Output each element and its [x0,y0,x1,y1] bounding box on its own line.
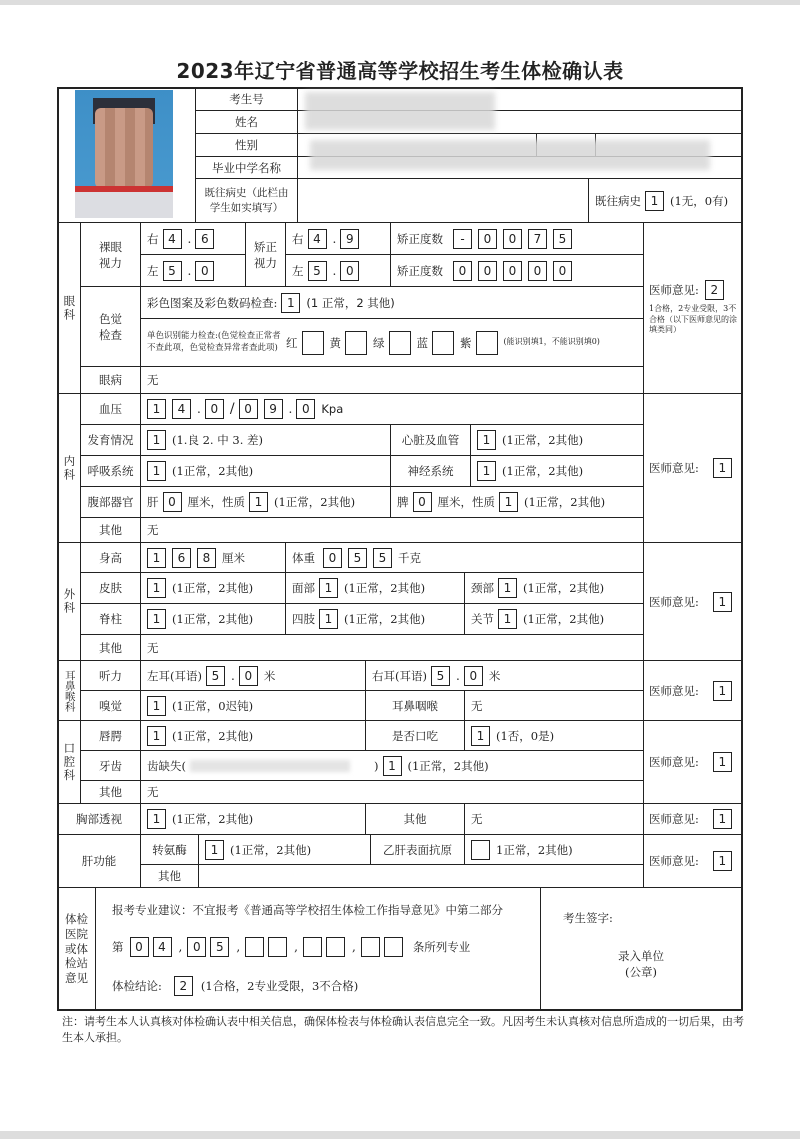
bp-unit: Kpa [321,402,344,416]
smell-box[interactable]: 1 [147,696,166,716]
color-pattern-box[interactable]: 1 [281,293,300,313]
suffix-label: 条所列专业 [412,939,471,954]
color-box[interactable] [389,331,411,355]
hbsag-box[interactable] [471,840,490,860]
corr-left [285,254,391,287]
footnote: 注：请考生本人认真核对体检确认表中相关信息，确保体检表与体检确认表信息完全一致。凡因考生未认真核对信息所造成的一切后果，由考生本人承担。 [62,1015,744,1044]
ent-opinion [643,660,743,721]
conclusion-hint: (1合格，2专业受限，3不合格) [200,979,359,994]
teeth-label: 牙齿 [80,750,141,781]
color-pattern-label: 彩色图案及彩色数码检查: [147,295,278,310]
di-label: 第 [112,939,124,954]
bottom-edge [0,1131,800,1139]
color-pattern-row [140,286,644,319]
chest-row [140,803,366,835]
teeth-box[interactable]: 1 [383,756,402,776]
hbsag-row [464,834,644,865]
digit-box[interactable] [245,937,264,957]
hint: (1正常，2其他) [502,433,584,447]
skin-row [140,572,286,604]
nerve-row [470,455,644,487]
oral-section-label: 口腔科 [57,720,81,804]
hint: (1正常，2其他) [524,495,606,509]
opinion-box[interactable]: 1 [713,851,732,871]
digit-box[interactable]: - [453,229,472,249]
digit-box[interactable]: 0 [130,937,149,957]
limbs-label: 四肢 [292,612,315,626]
history-hint: (1无，0有) [670,193,729,208]
bp-row [140,393,644,425]
internal-opinion [643,393,743,543]
hospital-opinion-label: 体检医院或体检站意见 [57,887,96,1011]
color-box[interactable] [432,331,454,355]
cm-nature-label: 厘米，性质 [187,495,245,509]
mono-color-row [140,318,644,367]
liver-nature-box[interactable]: 1 [249,492,268,512]
eye-section-label: 眼科 [57,222,81,394]
missing-label: 齿缺失( [147,758,186,773]
face-label: 面部 [292,581,315,595]
opinion-label: 医师意见: [649,461,699,475]
exam-no-label: 考生号 [195,87,298,111]
dev-label: 发育情况 [80,424,141,456]
digit-box[interactable]: 5 [210,937,229,957]
chest-other-value: 无 [464,803,644,835]
history-label: 既往病史（此栏由学生如实填写） [195,178,298,223]
hint: (1正常，2其他) [274,495,356,509]
throat-label: 耳鼻咽喉 [365,690,465,721]
school-label: 毕业中学名称 [195,156,298,179]
bp-label: 血压 [80,393,141,425]
chest-other-label: 其他 [365,803,465,835]
degree-left [390,254,644,287]
top-edge [0,0,800,5]
mono-hint: (能识别填1，不能识别填0) [503,337,600,347]
liver-label: 肝 [147,495,159,509]
opinion-box[interactable]: 1 [713,681,732,701]
spleen-nature-box[interactable]: 1 [499,492,518,512]
color-vision-label: 色觉检查 [80,286,141,367]
oral-other-value: 无 [140,780,644,804]
hint: (1正常，2其他) [172,728,254,743]
oral-opinion [643,720,743,804]
digit-box[interactable]: 0 [340,261,359,281]
digit-box[interactable]: 9 [340,229,359,249]
digit-box[interactable]: 6 [172,548,191,568]
internal-other-value: 无 [140,517,644,543]
height-unit: 厘米 [222,550,245,565]
suggestion-text: 报考专业建议：不宜报考《普通高等学校招生体检工作指导意见》中第二部分 [112,902,503,917]
hint: (1正常，2其他) [523,581,605,595]
opinion-box[interactable]: 1 [713,592,732,612]
hint: (1正常，2其他) [344,612,426,626]
stutter-label: 是否口吃 [365,720,465,751]
opinion-box[interactable]: 2 [705,280,724,300]
left-label: 左 [147,263,159,278]
teeth-row [140,750,644,781]
color-box[interactable] [476,331,498,355]
alt-label: 转氨酶 [140,834,199,865]
eye-opinion [643,222,743,394]
unit: 米 [488,668,501,683]
right-ear-row [365,660,644,691]
digit-box[interactable]: 9 [264,399,283,419]
digit-box[interactable]: 0 [528,261,547,281]
opinion-label: 医师意见: [649,812,699,826]
oral-other-label: 其他 [80,780,141,804]
limbs-row [285,603,465,635]
degree-label: 矫正度数 [397,263,443,278]
spleen-size-box[interactable]: 0 [413,492,432,512]
opinion-hint: 1合格，2专业受限，3不合格（以下医师意见的涂填类同） [649,303,737,335]
digit-box[interactable]: 0 [205,399,224,419]
digit-box[interactable] [268,937,287,957]
hint: (1正常，2其他) [344,581,426,595]
dev-hint: (1.良 2. 中 3. 差) [172,433,264,447]
degree-right [390,222,644,255]
surgery-other-value: 无 [140,634,644,661]
height-row [140,542,286,573]
digit-box[interactable]: 5 [206,666,225,686]
chest-opinion [643,803,743,835]
digit-box[interactable]: 5 [348,548,367,568]
face-box[interactable]: 1 [319,578,338,598]
eye-disease-value: 无 [140,366,644,394]
left-ear-row [140,660,366,691]
neck-label: 颈部 [471,581,494,595]
color-box[interactable] [345,331,367,355]
opinion-label: 医师意见: [649,594,699,609]
liver-size-box[interactable]: 0 [163,492,182,512]
color-box[interactable] [302,331,324,355]
color-purple-label: 紫 [460,335,472,350]
spine-row [140,603,286,635]
hint: (1正常，2其他) [172,464,254,478]
throat-value: 无 [464,690,644,721]
corr-right [285,222,391,255]
nerve-label: 神经系统 [390,455,471,487]
joint-row [464,603,644,635]
naked-vision-label: 裸眼视力 [80,222,141,287]
dev-box[interactable]: 1 [147,430,166,450]
dev-row [140,424,391,456]
digit-box[interactable] [326,937,345,957]
redaction-blur [190,760,350,772]
opinion-box[interactable]: 1 [713,809,732,829]
opinion-label: 医师意见: [649,282,699,297]
hint: (1正常，2其他) [172,612,254,626]
height-label: 身高 [80,542,141,573]
color-pattern-hint: (1 正常，2 其他) [306,295,395,310]
hbsag-label: 乙肝表面抗原 [370,834,465,865]
resp-row [140,455,391,487]
cm-nature-label: 厘米，性质 [437,495,495,509]
digit-box[interactable]: 0 [323,548,342,568]
digit-box[interactable]: 0 [239,399,258,419]
liver-row [140,486,391,518]
digit-box[interactable]: 1 [147,399,166,419]
abd-label: 腹部器官 [80,486,141,518]
opinion-box[interactable]: 1 [713,458,732,478]
missing-close: ) [374,758,379,773]
lip-box[interactable]: 1 [147,726,166,746]
redaction-blur [305,92,495,130]
digit-box[interactable]: 4 [163,229,182,249]
neck-box[interactable]: 1 [498,578,517,598]
digit-box[interactable]: 4 [308,229,327,249]
digit-box[interactable]: 0 [296,399,315,419]
digit-box[interactable]: 0 [503,229,522,249]
internal-other-label: 其他 [80,517,141,543]
resp-box[interactable]: 1 [147,461,166,481]
heart-label: 心脏及血管 [390,424,471,456]
internal-section-label: 内科 [57,393,81,543]
name-label: 姓名 [195,110,298,134]
corrected-vision-label: 矫正视力 [245,222,286,287]
hint: (1正常，2其他) [502,464,584,478]
digit-box[interactable]: 0 [464,666,483,686]
color-green-label: 绿 [373,335,385,350]
digit-box[interactable]: 0 [453,261,472,281]
final-content [95,887,541,1011]
hint: (1正常，0迟钝) [172,698,254,713]
hearing-label: 听力 [80,660,141,691]
lip-label: 唇腭 [80,720,141,751]
left-ear-label: 左耳(耳语) [147,668,202,683]
opinion-label: 医师意见: [649,854,699,868]
signature-area [540,887,743,1011]
alt-box[interactable]: 1 [205,840,224,860]
hint: (1正常，2其他) [172,812,254,826]
resp-label: 呼吸系统 [80,455,141,487]
color-blue-label: 蓝 [416,335,428,350]
candidate-photo [75,90,173,218]
naked-left [140,254,246,287]
right-label: 右 [292,231,304,246]
right-label: 右 [147,231,159,246]
smell-row [140,690,366,721]
surgery-opinion [643,542,743,661]
spleen-row [390,486,644,518]
liver-other-label: 其他 [140,864,199,888]
digit-box[interactable]: 0 [187,937,206,957]
hint: (1正常，2其他) [407,758,489,773]
stutter-box[interactable]: 1 [471,726,490,746]
gender-label: 性别 [195,133,298,157]
hint: 1正常，2其他) [496,842,573,857]
digit-box[interactable]: 4 [172,399,191,419]
digit-box[interactable]: 5 [163,261,182,281]
redaction-blur [310,140,710,170]
digit-box[interactable]: 0 [195,261,214,281]
naked-right [140,222,246,255]
digit-box[interactable]: 0 [503,261,522,281]
liver-opinion [643,834,743,888]
skin-box[interactable]: 1 [147,578,166,598]
spine-box[interactable]: 1 [147,609,166,629]
digit-box[interactable]: 5 [308,261,327,281]
stutter-row [464,720,644,751]
digit-box[interactable]: 8 [197,548,216,568]
surgery-section-label: 外科 [57,542,81,661]
nerve-box[interactable]: 1 [477,461,496,481]
page-title: 2023年辽宁省普通高等学校招生考生体检确认表 [176,59,624,83]
hint: (1正常，2其他) [523,612,605,626]
surgery-other-label: 其他 [80,634,141,661]
left-label: 左 [292,263,304,278]
digit-box[interactable]: 6 [195,229,214,249]
liver-fn-label: 肝功能 [57,834,141,888]
history-detail [297,178,589,223]
unit: 米 [263,668,276,683]
weight-unit: 千克 [398,550,421,565]
digit-box[interactable]: 0 [239,666,258,686]
chest-box[interactable]: 1 [147,809,166,829]
spine-label: 脊柱 [80,603,141,635]
conclusion-box[interactable]: 2 [174,976,193,996]
digit-box[interactable]: 7 [528,229,547,249]
hint: (1否，0是) [496,728,555,743]
smell-label: 嗅觉 [80,690,141,721]
digit-box[interactable]: 0 [478,229,497,249]
eye-disease-label: 眼病 [80,366,141,394]
ent-section-label: 耳鼻喉科 [57,660,81,721]
joint-label: 关节 [471,612,494,626]
history-value-box[interactable]: 1 [645,191,664,211]
liver-other-value [198,864,644,888]
hint: (1正常，2其他) [230,842,312,857]
digit-box[interactable] [303,937,322,957]
hint: (1正常，2其他) [172,581,254,595]
history-field [588,178,743,223]
weight-label: 体重 [292,550,315,565]
digit-box[interactable] [361,937,380,957]
spleen-label: 脾 [397,495,409,509]
heart-row [470,424,644,456]
digit-box[interactable]: 5 [431,666,450,686]
lip-row [140,720,366,751]
color-yellow-label: 黄 [329,335,341,350]
joint-box[interactable]: 1 [498,609,517,629]
alt-row [198,834,371,865]
digit-box[interactable]: 0 [553,261,572,281]
unit-label: 录入单位 [618,949,664,963]
history-short-label: 既往病史 [595,193,641,208]
opinion-label: 医师意见: [649,683,699,698]
right-ear-label: 右耳(耳语) [372,668,427,683]
face-row [285,572,465,604]
heart-box[interactable]: 1 [477,430,496,450]
digit-box[interactable] [384,937,403,957]
signature-label: 考生签字: [563,911,613,925]
skin-label: 皮肤 [80,572,141,604]
conclusion-label: 体检结论: [112,979,162,994]
opinion-label: 医师意见: [649,755,699,769]
limbs-box[interactable]: 1 [319,609,338,629]
digit-box[interactable]: 5 [373,548,392,568]
digit-box[interactable]: 0 [478,261,497,281]
color-red-label: 红 [286,335,298,350]
opinion-box[interactable]: 1 [713,752,732,772]
digit-box[interactable]: 1 [147,548,166,568]
chest-label: 胸部透视 [57,803,141,835]
digit-box[interactable]: 4 [153,937,172,957]
digit-box[interactable]: 5 [553,229,572,249]
mono-label: 单色识别能力检查:(色觉检查正常者不查此项，色觉检查异常者查此项) [147,331,281,353]
neck-row [464,572,644,604]
weight-row [285,542,644,573]
seal-label: (公章) [625,965,657,979]
degree-label: 矫正度数 [397,231,443,246]
